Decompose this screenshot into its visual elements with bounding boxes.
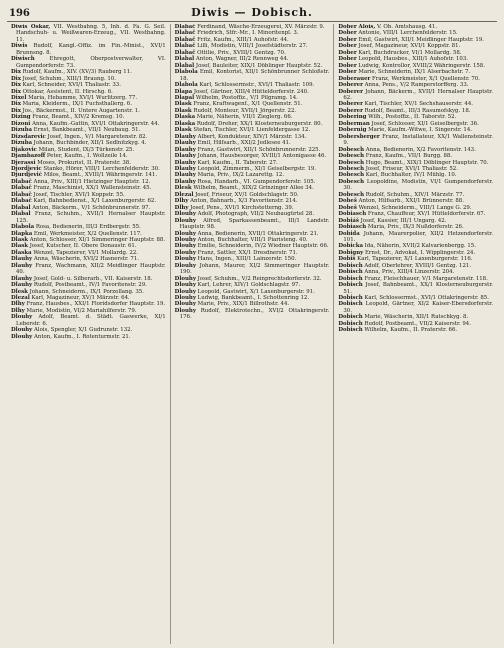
entry-name: Dobicka xyxy=(338,243,363,250)
entry-name: Doberer xyxy=(338,82,363,89)
entry-details: Josef, Pens., XVI/1 Kirchstetterng. 39. xyxy=(188,204,294,211)
entry-name: Dobisch xyxy=(338,295,363,302)
entry-name: Dlabač xyxy=(174,24,196,30)
directory-entry xyxy=(338,282,493,295)
entry-name: Dlouhy xyxy=(174,282,196,289)
entry-name: Dlouhy xyxy=(174,295,196,302)
entry-name: Doberer xyxy=(338,88,363,95)
entry-details: Josef, Schlosser, XI/1 Geiselbergstr. 36. xyxy=(369,120,479,127)
entry-name: Dobeš xyxy=(338,198,357,205)
entry-name: Dobisch xyxy=(338,282,363,289)
entry-details: Franz, Kraftwagenf., X/1 Quellenstr. 51. xyxy=(191,101,303,108)
entry-name: Dobiasch xyxy=(338,224,367,231)
entry-details: Milos, Beamt., XVIII/1 Währingerstr. 141. xyxy=(42,172,158,179)
entry-name: Dizsdarevic xyxy=(11,133,46,140)
entry-name: Dizuba xyxy=(11,127,32,134)
entry-details: Moses, Prokurist, II. Praterstr. 38. xyxy=(35,159,131,166)
entry-details: Franz, Installateur, XX/1 Wallensteinstr. 9. xyxy=(343,133,494,147)
entry-details: Anton, Hilfsarb., XXI/1 Brünnerstr. 88. xyxy=(356,198,464,205)
entry-details: Marie, Wäscherin, XII/1 Ratschkyg. 8. xyxy=(362,314,469,321)
entry-name: Dixel xyxy=(11,94,27,101)
entry-details: Franz, Hausbes., XXI/1 Floridsdorfer Hauptstr. 19. xyxy=(24,301,166,308)
entry-details: Anna, Kaufm.-Gattin, XVI/1 Ottakringerstr. 44. xyxy=(30,120,160,127)
entry-details: Marie, Schneiderin, IX/1 Alserbachstr. 7. xyxy=(356,69,471,76)
entry-name: Dix xyxy=(11,75,21,82)
entry-details: VII. Westbahng. 5, Inh. d. Fa. G. Seil. Handschuh- u. Weißwaren-Erzeug., VII. Westbahng. 11. xyxy=(16,24,166,43)
entry-name: Dizuba xyxy=(11,140,32,147)
entry-name: Dlabal xyxy=(174,56,195,63)
entry-details: Maria, Hebamme, XVI/1 Wurlitzerg. 77. xyxy=(26,94,138,101)
entry-name: Dobesch xyxy=(338,178,365,185)
entry-name: Dix xyxy=(11,82,21,89)
entry-details: Josef, Bahnbeamt., XX/1 Klosterneuburgerstr. 51. xyxy=(343,282,494,295)
entry-details: Rudolf, Schuhm., XIV/1 Märzstr. 77. xyxy=(364,191,465,198)
directory-entry xyxy=(338,134,493,147)
entry-details: Maria, Kleiderm., IX/1 Fuchsthallerg. 6. xyxy=(20,101,132,108)
entry-details: Franz, Kaufm., VII/1 Burgg. 88. xyxy=(364,153,453,160)
entry-details: Johann, Maurerpolier, XII/2 Hetzendorferstr. 101. xyxy=(343,230,494,243)
entry-details: Josef, Bauleiter, XIX/1 Döblinger Hauptstr. 52. xyxy=(194,62,323,69)
entry-details: Stefan, Tischler, XVI/1 Lienfeldergasse 12. xyxy=(191,127,311,134)
entry-name: Dlapa xyxy=(174,88,193,95)
entry-name: Dobiasch xyxy=(338,211,367,218)
entry-details: Karl, Kaufm., II. Taborstr. 27. xyxy=(195,159,278,166)
entry-name: Dix xyxy=(11,107,21,114)
entry-details: Milan, Student, IX/3 Türkenstr. 25. xyxy=(36,146,135,153)
entry-details: Rosa, Handarb., VI. Gumpendorferstr. 105. xyxy=(195,178,316,185)
directory-entry xyxy=(11,334,166,340)
entry-name: Dix xyxy=(11,88,21,95)
entry-name: Dlauhy xyxy=(174,165,196,172)
entry-name: Dix xyxy=(11,69,21,76)
entry-name: Dlauhy xyxy=(11,256,33,263)
entry-details: Maria, Priv., IX/2 Lazarettg. 12. xyxy=(195,172,285,179)
entry-details: Anna, Priv., XIII/1 Hietzinger Hauptstr. 12. xyxy=(31,178,151,185)
directory-entry xyxy=(338,89,493,102)
entry-name: Djakovic xyxy=(11,146,37,153)
entry-details: Ida, Näherin, XVII/2 Kalvarienbergg. 15. xyxy=(362,243,476,250)
entry-name: Dober xyxy=(338,30,357,37)
entry-name: Djambazoff xyxy=(11,153,46,160)
entry-name: Dlouhy xyxy=(174,230,196,237)
directory-entry xyxy=(11,43,166,56)
entry-details: Rudolf, Kaufm., XIV. (XV/3) Rauberg 11. xyxy=(20,69,132,76)
entry-details: Marie, Priv., XIX/1 Billrothstr. 44. xyxy=(195,301,290,308)
entry-name: Dlabola xyxy=(174,82,198,89)
entry-details: Lilli, Modistin, VIII/1 Josefstädterstr. 27. xyxy=(195,43,308,50)
entry-name: Dobesch xyxy=(338,172,365,179)
entry-details: Anton, Wagner, III/2 Rennweg 44. xyxy=(194,56,289,63)
entry-details: Ernst, Bankbeamt., VII/1 Neubaug. 51. xyxy=(31,127,141,134)
entry-name: Diwisch xyxy=(11,56,35,63)
directory-entry xyxy=(11,211,166,224)
entry-name: Dlouhy xyxy=(174,249,196,256)
entry-name: Dlauhy xyxy=(174,172,196,179)
entry-details: Leopold, Gastwirt, X/1 Laxenburgerstr. 91. xyxy=(195,288,315,295)
entry-name: Doberauer xyxy=(338,75,371,82)
entry-details: Karl, Lehrer, XIV/1 Goldschlagstr. 97. xyxy=(195,282,301,289)
entry-name: Dlauhy xyxy=(174,153,196,160)
entry-name: Dlauhy xyxy=(174,178,196,185)
entry-name: Doberer xyxy=(338,101,363,108)
entry-details: Josef, Friseur, XVI/1 Thaliastr. 52. xyxy=(364,165,458,172)
entry-details: Hugo, Beamt., XIX/1 Döblinger Hauptstr. 70. xyxy=(364,159,489,166)
entry-details: Marie, Modistin, VI/2 Mariahilferstr. 79. xyxy=(24,307,137,314)
column-2 xyxy=(170,24,334,644)
entry-details: Rudolf, Elektrotechn., XVI/2 Ottakringerstr. 176. xyxy=(179,307,330,321)
entry-name: Dobeš xyxy=(338,204,357,211)
entry-name: Dlauhy xyxy=(174,133,196,140)
entry-details: Karl, Magazineur, XV/1 Märzstr. 64. xyxy=(29,295,130,302)
entry-details: Alois, Spengler, X/1 Gudrunstr. 132. xyxy=(32,327,133,334)
entry-details: Josef, Kutscher, II. Obere Donaustr. 61. xyxy=(28,243,137,250)
entry-details: Rudolf, Postbeamt., VII/2 Kaiserstr. 94. xyxy=(362,320,471,327)
entry-details: Wilhelm, Beamt., XIX/2 Grinzinger Allee 34. xyxy=(191,185,314,192)
entry-name: Diwis Oskar, xyxy=(11,24,51,30)
entry-name: Dobisch xyxy=(338,275,363,282)
entry-name: Dlhy xyxy=(174,204,189,211)
entry-details: Franz, Maschinist, XX/1 Wallensteinstr. 45. xyxy=(31,185,152,192)
entry-details: Marie, Kaufm.-Witwe, I. Singerstr. 14. xyxy=(366,127,472,134)
entry-details: Leopoldine, Modistin, VI/1 Gumpendorferstr. 30. xyxy=(343,178,494,192)
entry-details: Wenzel, Schneiderm., VIII/1 Lange G. 29. xyxy=(356,204,472,211)
entry-details: Jos., Bäckermst., II. Untere Augartenstr. 1. xyxy=(20,107,140,114)
entry-details: Leopold, Zimmerm., XI/1 Geiselbergstr. 19. xyxy=(195,165,317,172)
entry-name: Dlabola xyxy=(11,224,35,231)
entry-name: Dober xyxy=(338,43,357,50)
entry-name: Djerassi xyxy=(11,159,36,166)
entry-details: Karl, Tapezierer, X/1 Laxenburgerstr. 116. xyxy=(355,256,473,263)
entry-details: Anton, Bäckerm., V/1 Schönbrunnerstr. 97. xyxy=(30,204,151,211)
entry-name: Dober xyxy=(338,56,357,63)
entry-details: Anton, Bahnarb., X/3 Favoritenstr. 214. xyxy=(188,198,298,205)
entry-details: Alfred, Sparkassenbeamt., III/1 Landstr. Hauptstr. 98. xyxy=(179,217,330,231)
entry-details: Wilh., Postoffiz., II. Taborstr. 52. xyxy=(366,114,457,121)
entry-details: Franz, Chauffeur, XV/1 Hütteldorferstr. 67. xyxy=(366,211,486,218)
entry-name: Dlouhy xyxy=(174,307,196,314)
entry-details: Rosa, Bedienerin, III/3 Erdbergstr. 55. xyxy=(34,224,141,231)
entry-name: Dlouhy xyxy=(174,301,196,308)
entry-details: Antonie, VIII/1 Lerchenfelderstr. 15. xyxy=(356,30,458,37)
entry-details: Friedrich, Stfr.-Mr., I. Minoritenpl. 3. xyxy=(195,30,299,37)
entry-details: Rudolf, Kangl.-Offiz. im Fin.-Minist., XVI/1 Brunnsng. 8. xyxy=(16,43,166,56)
entry-details: Fritz, Kaufm., XIII/1 Auhofstr. 44. xyxy=(195,36,289,43)
entry-name: Diwis xyxy=(11,43,28,50)
entry-name: Dlabač xyxy=(11,178,32,185)
entry-name: Dlouhy xyxy=(174,217,196,224)
directory-entry xyxy=(11,24,166,43)
entry-name: Dlhy xyxy=(11,307,25,314)
entry-details: Ottilie, Priv., XVIII/1 Gentzg. 70. xyxy=(195,49,286,56)
entry-name: Dlouhy xyxy=(174,288,196,295)
entry-details: Rudolf, Beamt., III/3 Rasumofskyg. 18. xyxy=(362,107,471,114)
entry-name: Doberer xyxy=(338,107,363,114)
entry-name: Dober Alois, xyxy=(338,24,376,30)
entry-details: Josef, Friseur, XV/1 Goldschlagstr. 50. xyxy=(193,191,299,198)
entry-name: Dobesch xyxy=(338,159,365,166)
entry-name: Dizoni xyxy=(11,120,31,127)
entry-name: Dobisch xyxy=(338,320,363,327)
entry-details: Rudolf, Dreher, XX/1 Klosterneuburgerstr. 80. xyxy=(195,120,323,127)
entry-details: Emilie, Schneiderin, IV/2 Wiedner Hauptstr. 66. xyxy=(195,243,329,250)
directory-entry xyxy=(11,314,166,327)
entry-name: Dobisch xyxy=(338,262,363,269)
entry-name: Dober xyxy=(338,49,357,56)
entry-details: Anton, Kaufm., I. Rotenturmstr. 21. xyxy=(32,333,131,340)
entry-name: Dlabač xyxy=(174,49,196,56)
entry-name: Dobisch xyxy=(338,269,363,276)
entry-details: Ottokar, Assistent, II. Hirschg. 6. xyxy=(20,88,113,95)
entry-details: Josef, Kassier, III/1 Ungarg. 42. xyxy=(358,217,447,224)
entry-details: Karl, Buchdrucker, VI/1 Mollardg. 58. xyxy=(356,49,462,56)
entry-name: Dlabal xyxy=(174,62,195,69)
entry-details: Wilhelm, Postoffiz., V/1 Pilgramg. 14. xyxy=(194,94,298,101)
entry-details: Albert, Kondukteur, XIV/1 Märzstr. 134. xyxy=(195,133,307,140)
entry-name: Dlesk xyxy=(11,288,28,295)
entry-details: Wenzel, Tapezierer, VI/1 Mollardg. 22. xyxy=(31,249,138,256)
directory-entry xyxy=(175,308,330,321)
entry-name: Dlauhy xyxy=(11,275,33,282)
entry-details: Hans, Ingen., XIII/1 Lainzerstr. 150. xyxy=(195,256,297,263)
entry-details: Emil, Kontorist, XII/1 Schönbrunner Schloßstr. 18. xyxy=(179,69,330,82)
column-1 xyxy=(7,24,170,644)
entry-name: Dobiáš xyxy=(338,217,359,224)
entry-name: Dizing xyxy=(11,114,31,121)
entry-details: Johann, Schneiderm., IX/1 Porzellang. 35. xyxy=(27,288,144,295)
page-header xyxy=(7,6,497,22)
directory-entry xyxy=(175,218,330,231)
entry-details: Stanko, Hörer, VIII/1 Lerchenfelderstr. 30. xyxy=(41,165,160,172)
entry-details: Ludwig, Bankbeamt., I. Schottenring 12. xyxy=(195,295,310,302)
entry-details: Johann, Maurer, XI/2 Simmeringer Hauptstr. 190. xyxy=(179,262,330,276)
entry-name: Dlouhy xyxy=(174,256,196,263)
entry-details: Josef, Magazineur, XVI/1 Koppstr. 81. xyxy=(356,43,461,50)
entry-details: Ehregott, Oberpostverwalter, VI. Gumpendorferstr. 73. xyxy=(16,56,166,69)
directory-entry xyxy=(338,179,493,192)
entry-name: Dlabač xyxy=(11,185,32,192)
entry-name: Dobigny xyxy=(338,249,364,256)
entry-details: Peter, Kaufm., I. Wollzeile 14. xyxy=(45,153,128,160)
entry-details: Ernst, Dr., Advokat, I. Wipplingerstr. 24. xyxy=(363,249,476,256)
entry-details: Josef, Schuhm., XIII/1 Braung. 10. xyxy=(20,75,116,82)
entry-name: Dobernig xyxy=(338,127,367,134)
entry-details: Johann, Bäckerm., XVII/1 Hernalser Hauptstr. 62. xyxy=(343,88,494,101)
entry-details: Franz, Wachmann, XII/2 Meidlinger Hauptstr. 40. xyxy=(16,262,166,276)
entry-details: Leopold, Hausbes., XIII/1 Auhofstr. 103. xyxy=(356,56,468,63)
entry-name: Dober xyxy=(338,69,357,76)
entry-details: Anna, Pens., V/2 Ramperstorfferg. 33. xyxy=(362,82,469,89)
entry-details: Adolf, Beamt. d. Städt. Gaswerke, XI/1 Leberstr. 6. xyxy=(16,314,166,327)
entry-name: Dlabač xyxy=(174,43,196,50)
entry-details: Adolf, Photograph, VII/2 Neubaugürtel 28. xyxy=(195,211,315,218)
entry-name: Dobesch xyxy=(338,153,365,160)
entry-name: Dlabač xyxy=(11,191,32,198)
entry-name: Dlouhy xyxy=(11,333,33,340)
entry-details: Franz, Werkmeister, X/1 Quellenstr. 70. xyxy=(370,75,480,82)
entry-details: Karl, Schneider, XVI/1 Thaliastr. 33. xyxy=(20,82,121,89)
entry-name: Dlapal xyxy=(174,94,195,101)
entry-details: Rudolf, Monteur, XVII/1 Jörgerstr. 22. xyxy=(191,107,297,114)
entry-name: Dlabač xyxy=(174,36,196,43)
entry-details: Emil, Werkmeister, X/2 Quellenstr. 117. xyxy=(32,230,142,237)
entry-details: Anna, Wäscherin, XVI/2 Hasnerstr. 71. xyxy=(32,256,139,263)
entry-details: Leopold, Gärtner, XI/2 Kaiser-Ebersdorferstr. 30. xyxy=(343,301,494,314)
entry-name: Dlesk xyxy=(174,185,192,192)
entry-name: Dlauhy xyxy=(11,282,33,289)
entry-name: Dobesch xyxy=(338,165,365,172)
entry-details: Anton, Schlosser, XI/1 Simmeringer Hauptstr. 88. xyxy=(28,236,166,243)
entry-details: Anton, Buchhalter, VIII/1 Piaristeng. 40. xyxy=(195,236,308,243)
entry-name: Dlask xyxy=(11,243,28,250)
entry-details: Johann, Hausbesorger, XVIII/1 Antonigasse 46. xyxy=(195,153,327,160)
entry-details: Rudolf, Postbeamt., IV/1 Favoritenstr. 29. xyxy=(32,282,147,289)
entry-name: Dlauhy xyxy=(174,140,196,147)
entry-name: Dlaska xyxy=(174,114,196,121)
entry-name: Dlabač xyxy=(174,30,196,37)
entry-details: Karl, Bahnbedienst., X/1 Laxenburgerstr. 62. xyxy=(31,198,157,205)
entry-details: Johann, Buchbinder, XII/1 Sedlnitzkyg. 4. xyxy=(31,140,147,147)
entry-details: Adolf, Oberlehrer, XVIII/1 Gentzg. 121. xyxy=(362,262,472,269)
entry-name: Dlabal xyxy=(11,211,31,218)
entry-name: Dobersberger xyxy=(338,133,380,140)
entry-name: Dobisch xyxy=(338,327,363,334)
entry-name: Dober xyxy=(338,62,357,69)
entry-name: Dobesch xyxy=(338,191,365,198)
entry-name: Dober xyxy=(338,36,357,43)
entry-name: Dlouhy xyxy=(174,262,196,269)
columns xyxy=(7,24,497,644)
entry-name: Dlaska xyxy=(11,249,32,256)
entry-name: Dlask xyxy=(174,101,192,108)
entry-details: Karl, Buchhalter, IV/1 Mühlg. 10. xyxy=(364,172,457,179)
entry-details: Josef, Gärtner, XIII/4 Hütteldorferstr. 240. xyxy=(192,88,309,95)
entry-details: Franz, Gastwirt, XII/1 Schönbrunnerstr. 225. xyxy=(195,146,321,153)
entry-name: Dobida xyxy=(338,230,360,237)
entry-name: Dlask xyxy=(11,236,28,243)
directory-entry xyxy=(11,263,166,276)
entry-name: Dlauhy xyxy=(174,159,196,166)
entry-name: Djordjevic xyxy=(11,165,42,172)
entry-name: Dlouhy xyxy=(174,211,196,218)
entry-details: Franz, Beamt., XIV/2 Kremsg. 10. xyxy=(30,114,125,121)
entry-details: Anna, Priv., XIII/4 Linzerstr. 204. xyxy=(362,269,455,276)
page-number: 196 xyxy=(9,8,30,19)
entry-details: Karl, Tischler, XV/1 Sechshauserstr. 44. xyxy=(362,101,473,108)
entry-details: Franz, Schuhm., XVII/1 Hernalser Hauptstr. 125. xyxy=(16,211,166,224)
entry-name: Dlouhy xyxy=(174,236,196,243)
entry-name: Dobisch xyxy=(338,301,363,308)
entry-details: Marie, Näherin, VII/1 Zieglerg. 66. xyxy=(195,114,293,121)
entry-details: Franz, Fleischhauer, V/1 Margaretenstr. 118. xyxy=(362,275,488,282)
entry-name: Dlabola xyxy=(174,69,198,76)
entry-name: Djurdjević xyxy=(11,172,42,179)
entry-name: Dlouhy xyxy=(174,243,196,250)
entry-name: Dobering xyxy=(338,114,367,121)
entry-details: Josef, Schuhm., V/2 Reinprechtsdorferstr. 32. xyxy=(195,275,322,282)
entry-details: Anna, Bedienerin, X/2 Favoritenstr. 143. xyxy=(364,146,476,153)
entry-name: Doberman xyxy=(338,120,370,127)
entry-name: Dlauhy xyxy=(11,262,33,269)
entry-details: Emil, Gastwirt, XII/1 Meidlinger Hauptstr. 19. xyxy=(356,36,484,43)
entry-details: Karl, Schlossermstr., XVI/1 Thaliastr. 109. xyxy=(197,82,315,89)
directory-entry xyxy=(338,327,493,333)
entry-details: Josef, Tischler, XVI/1 Koppstr. 55. xyxy=(31,191,125,198)
entry-name: Dobesch xyxy=(338,146,365,153)
entry-details: Wilhelm, Kaufm., II. Praterstr. 66. xyxy=(362,327,458,334)
entry-name: Dlezal xyxy=(174,191,194,198)
entry-name: Dlouhy xyxy=(11,327,33,334)
entry-details: Josef, Ingen., V/1 Margaretenstr. 82. xyxy=(45,133,148,140)
directory-entry xyxy=(11,56,166,69)
directory-entry xyxy=(338,301,493,314)
entry-details: Ferdinand, Wäsche-Erzeugerei, XV. Märzstr. 9. xyxy=(195,24,325,30)
entry-details: Josef, Gold- u. Silberarb., VII. Kaiserstr. 18. xyxy=(32,275,153,282)
directory-entry xyxy=(175,263,330,276)
entry-name: Dlauhy xyxy=(174,146,196,153)
directory-entry xyxy=(175,69,330,82)
entry-details: Franz, Sattler, XX/1 Dresdnerstr. 71. xyxy=(195,249,298,256)
entry-name: Dlabač xyxy=(11,198,32,205)
directory-entry xyxy=(338,231,493,244)
entry-name: Dlouhy xyxy=(174,275,196,282)
entry-name: Dlask xyxy=(174,107,192,114)
entry-details: Ludwig, Kontrollor, XVIII/2 Währingerstr. 158. xyxy=(356,62,485,69)
running-head: Diwis — Dobisch. xyxy=(191,6,313,19)
entry-name: Dlouhy xyxy=(11,314,33,321)
entry-details: Emil, Hilfsarb., XXI/2 Jedlesee 41. xyxy=(195,140,291,147)
entry-name: Dlapka xyxy=(11,230,33,237)
entry-name: Dlezal xyxy=(11,295,30,302)
entry-name: Dlabal xyxy=(11,204,31,211)
column-3 xyxy=(333,24,497,644)
entry-name: Dlhy xyxy=(11,301,25,308)
entry-details: Karl, Schlossermst., XVI/1 Ottakringerstr. 85. xyxy=(362,295,489,302)
entry-name: Dlask xyxy=(174,127,192,134)
entry-name: Dlaska xyxy=(174,120,196,127)
entry-name: Dobisch xyxy=(338,314,363,321)
entry-name: Dlhy xyxy=(174,198,189,205)
entry-details: Maria, Priv., IX/3 Nußdorferstr. 26. xyxy=(366,224,464,231)
entry-name: Dix xyxy=(11,101,21,108)
entry-details: V. Ob. Amtshausg. 41. xyxy=(375,24,438,30)
entry-name: Dobiš xyxy=(338,256,356,263)
entry-details: Anna, Bedienerin, XVII/1 Ottakringerstr. 21. xyxy=(195,230,319,237)
